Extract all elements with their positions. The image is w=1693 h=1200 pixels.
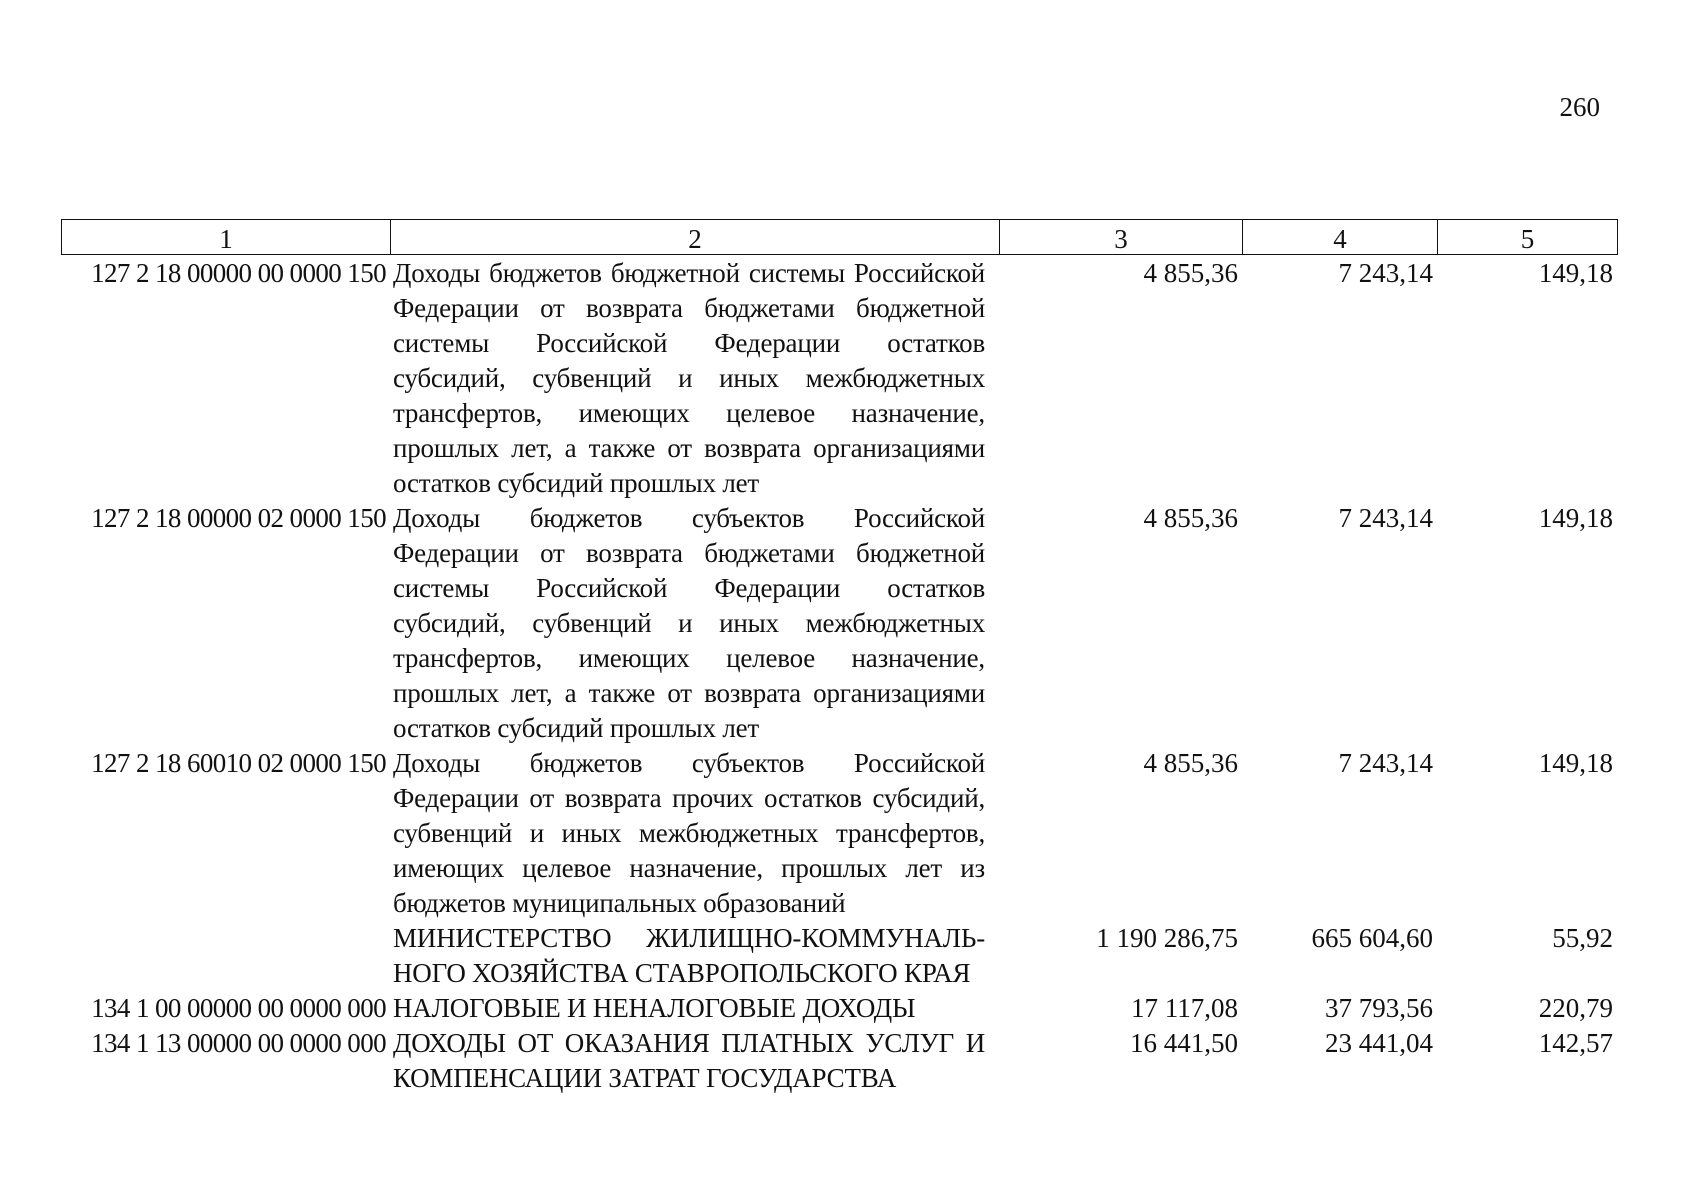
revenue-name xyxy=(390,256,999,501)
value-col-3: 4 855,36 xyxy=(1143,503,1238,533)
budget-table-body xyxy=(61,256,1617,1096)
revenue-name-line: Доходы бюджетов субъектов Российской xyxy=(393,503,985,533)
value-col-5: 142,57 xyxy=(1538,1028,1613,1058)
value-col-4: 7 243,14 xyxy=(1338,748,1433,778)
revenue-name-line: имеющих целевое назначение, прошлых лет из xyxy=(393,853,985,883)
revenue-name-line: Федерации от возврата прочих остатков субсидий, xyxy=(393,783,985,813)
table-row xyxy=(61,1026,1617,1096)
value-col-4: 23 441,04 xyxy=(1325,1028,1433,1058)
column-header-2: 2 xyxy=(391,220,1000,255)
revenue-code: 127 2 18 60010 02 0000 150 xyxy=(91,748,386,778)
value-col-5: 55,92 xyxy=(1552,923,1613,953)
column-header-5: 5 xyxy=(1438,220,1618,255)
column-header-3: 3 xyxy=(1000,220,1243,255)
revenue-name xyxy=(390,746,999,921)
table-row xyxy=(61,921,1617,991)
value-col-5: 220,79 xyxy=(1538,993,1613,1023)
value-col-3: 17 117,08 xyxy=(1131,993,1238,1023)
value-col-5: 149,18 xyxy=(1538,258,1613,288)
table-row xyxy=(61,501,1617,746)
revenue-name xyxy=(390,991,999,1026)
revenue-name-line: КОМПЕНСАЦИИ ЗАТРАТ ГОСУДАРСТВА xyxy=(393,1063,897,1093)
value-col-5: 149,18 xyxy=(1538,748,1613,778)
column-header-row xyxy=(62,220,1618,255)
column-header-4: 4 xyxy=(1243,220,1438,255)
revenue-code: 127 2 18 00000 00 0000 150 xyxy=(91,258,386,288)
revenue-name-line: субсидий, субвенций и иных межбюджетных xyxy=(393,363,985,393)
revenue-name-line: трансфертов, имеющих целевое назначение, xyxy=(393,643,985,673)
revenue-name-line: МИНИСТЕРСТВО ЖИЛИЩНО-КОММУНАЛЬ- xyxy=(393,923,985,953)
revenue-name xyxy=(390,1026,999,1096)
revenue-name-line: системы Российской Федерации остатков xyxy=(393,328,985,358)
revenue-name-line: субсидий, субвенций и иных межбюджетных xyxy=(393,608,985,638)
table-row xyxy=(61,991,1617,1026)
revenue-name-line: трансфертов, имеющих целевое назначение, xyxy=(393,398,985,428)
revenue-name xyxy=(390,921,999,991)
revenue-name-line: Доходы бюджетов бюджетной системы Российской xyxy=(393,258,985,288)
revenue-code: 134 1 13 00000 00 0000 000 xyxy=(91,1028,386,1058)
column-header-1: 1 xyxy=(62,220,391,255)
revenue-code xyxy=(61,921,390,991)
value-col-4: 7 243,14 xyxy=(1338,503,1433,533)
value-col-3: 4 855,36 xyxy=(1143,748,1238,778)
revenue-name-line: остатков субсидий прошлых лет xyxy=(393,468,760,498)
revenue-name-line: ДОХОДЫ ОТ ОКАЗАНИЯ ПЛАТНЫХ УСЛУГ И xyxy=(393,1028,985,1058)
column-header-table xyxy=(61,219,1618,255)
page-number: 260 xyxy=(1559,92,1600,122)
revenue-name-line: НАЛОГОВЫЕ И НЕНАЛОГОВЫЕ ДОХОДЫ xyxy=(393,993,916,1023)
revenue-name-line: прошлых лет, а также от возврата организациями xyxy=(393,678,985,708)
revenue-name-line: Доходы бюджетов субъектов Российской xyxy=(393,748,985,778)
revenue-code: 127 2 18 00000 02 0000 150 xyxy=(91,503,386,533)
revenue-name-line: остатков субсидий прошлых лет xyxy=(393,713,760,743)
value-col-3: 1 190 286,75 xyxy=(1096,923,1238,953)
revenue-name-line: Федерации от возврата бюджетами бюджетной xyxy=(393,293,985,323)
revenue-name xyxy=(390,501,999,746)
value-col-4: 7 243,14 xyxy=(1338,258,1433,288)
revenue-name-line: бюджетов муниципальных образований xyxy=(393,888,846,918)
value-col-3: 16 441,50 xyxy=(1130,1028,1238,1058)
value-col-4: 37 793,56 xyxy=(1325,993,1433,1023)
table-row xyxy=(61,256,1617,501)
table-row xyxy=(61,746,1617,921)
value-col-3: 4 855,36 xyxy=(1143,258,1238,288)
value-col-4: 665 604,60 xyxy=(1311,923,1433,953)
revenue-name-line: субвенций и иных межбюджетных трансфертов, xyxy=(393,818,985,848)
revenue-name-line: системы Российской Федерации остатков xyxy=(393,573,985,603)
revenue-name-line: НОГО ХОЗЯЙСТВА СТАВРОПОЛЬСКОГО КРАЯ xyxy=(393,958,971,988)
revenue-name-line: прошлых лет, а также от возврата организациями xyxy=(393,433,985,463)
revenue-name-line: Федерации от возврата бюджетами бюджетной xyxy=(393,538,985,568)
revenue-code: 134 1 00 00000 00 0000 000 xyxy=(91,993,386,1023)
value-col-5: 149,18 xyxy=(1538,503,1613,533)
